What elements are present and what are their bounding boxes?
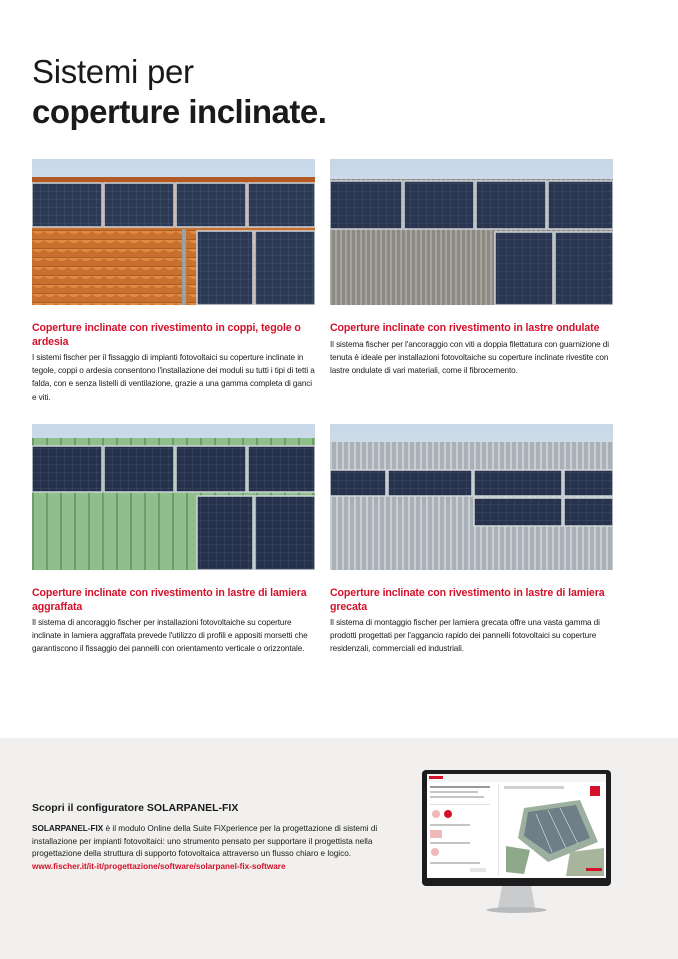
- card-description: Il sistema di montaggio fischer per lamiera grecata offre una vasta gamma di prodotti progettati per l'aggancio rapido dei pannelli fotovoltaici su coperture residenzali, commerciali ed industriali.: [330, 618, 600, 654]
- card-description: I sistemi fischer per il fissaggio di impianti fotovoltaici su coperture inclinate in tegole, coppi o ardesia consentono l'installazione dei moduli su tutti i tipi di tetti a falda, con e senza listelli di ventilazione, grazie a una gamma completa di ganci e viti.: [32, 353, 315, 402]
- card-description: Il sistema fischer per l'ancoraggio con viti a doppia filettatura con guarnizione di tenuta è ideale per installazioni fotovoltaiche su coperture inclinate rivestite con lastre ondulate di vari materiali, come il fibrocemento.: [330, 339, 609, 375]
- configurator-link[interactable]: www.fischer.it/it-it/progettazione/software/solarpanel-fix-software: [32, 861, 286, 871]
- card-heading: Coperture inclinate con rivestimento in lastre di lamiera aggraffata: [32, 587, 307, 613]
- configurator-description: [32, 823, 392, 861]
- roof-card-standing-seam: [32, 424, 315, 656]
- roof-card-tiles: [32, 159, 315, 404]
- page-title: [32, 52, 632, 132]
- card-heading: Coperture inclinate con rivestimento in lastre ondulate: [330, 322, 600, 334]
- card-heading: Coperture inclinate con rivestimento in coppi, tegole o ardesia: [32, 322, 301, 348]
- monitor-illustration: [420, 768, 613, 918]
- card-description: Il sistema di ancoraggio fischer per installazioni fotovoltaiche su coperture inclinate in lamiera aggraffata prevede l'utilizzo di profili e appositi morsetti che garantiscono il fissaggio dei pannelli con orientamento verticale o orizzontale.: [32, 618, 308, 654]
- tile-roof-photo: [32, 159, 315, 305]
- configurator-product-name: SOLARPANEL-FIX: [32, 824, 104, 833]
- configurator-body: è il modulo Online della Suite FiXperience per la progettazione di sistemi di installazione per impianti fotovoltaici: uno strumento pensato per supportare il progettista nella progettazione della struttura di supporto fotovoltaica attraverso un flusso chiaro e logico.: [32, 824, 378, 859]
- configurator-text: [32, 802, 392, 873]
- page-title-line-2: coperture inclinate.: [32, 93, 327, 130]
- configurator-heading: Scopri il configuratore SOLARPANEL-FIX: [32, 802, 239, 814]
- corrugated-roof-photo: [330, 159, 613, 305]
- card-heading: Coperture inclinate con rivestimento in lastre di lamiera grecata: [330, 587, 605, 613]
- page-title-line-1: Sistemi per: [32, 53, 194, 90]
- trapezoidal-roof-photo: [330, 424, 613, 570]
- roof-card-corrugated: [330, 159, 613, 377]
- roof-card-trapezoidal: [330, 424, 613, 656]
- standing-seam-roof-photo: [32, 424, 315, 570]
